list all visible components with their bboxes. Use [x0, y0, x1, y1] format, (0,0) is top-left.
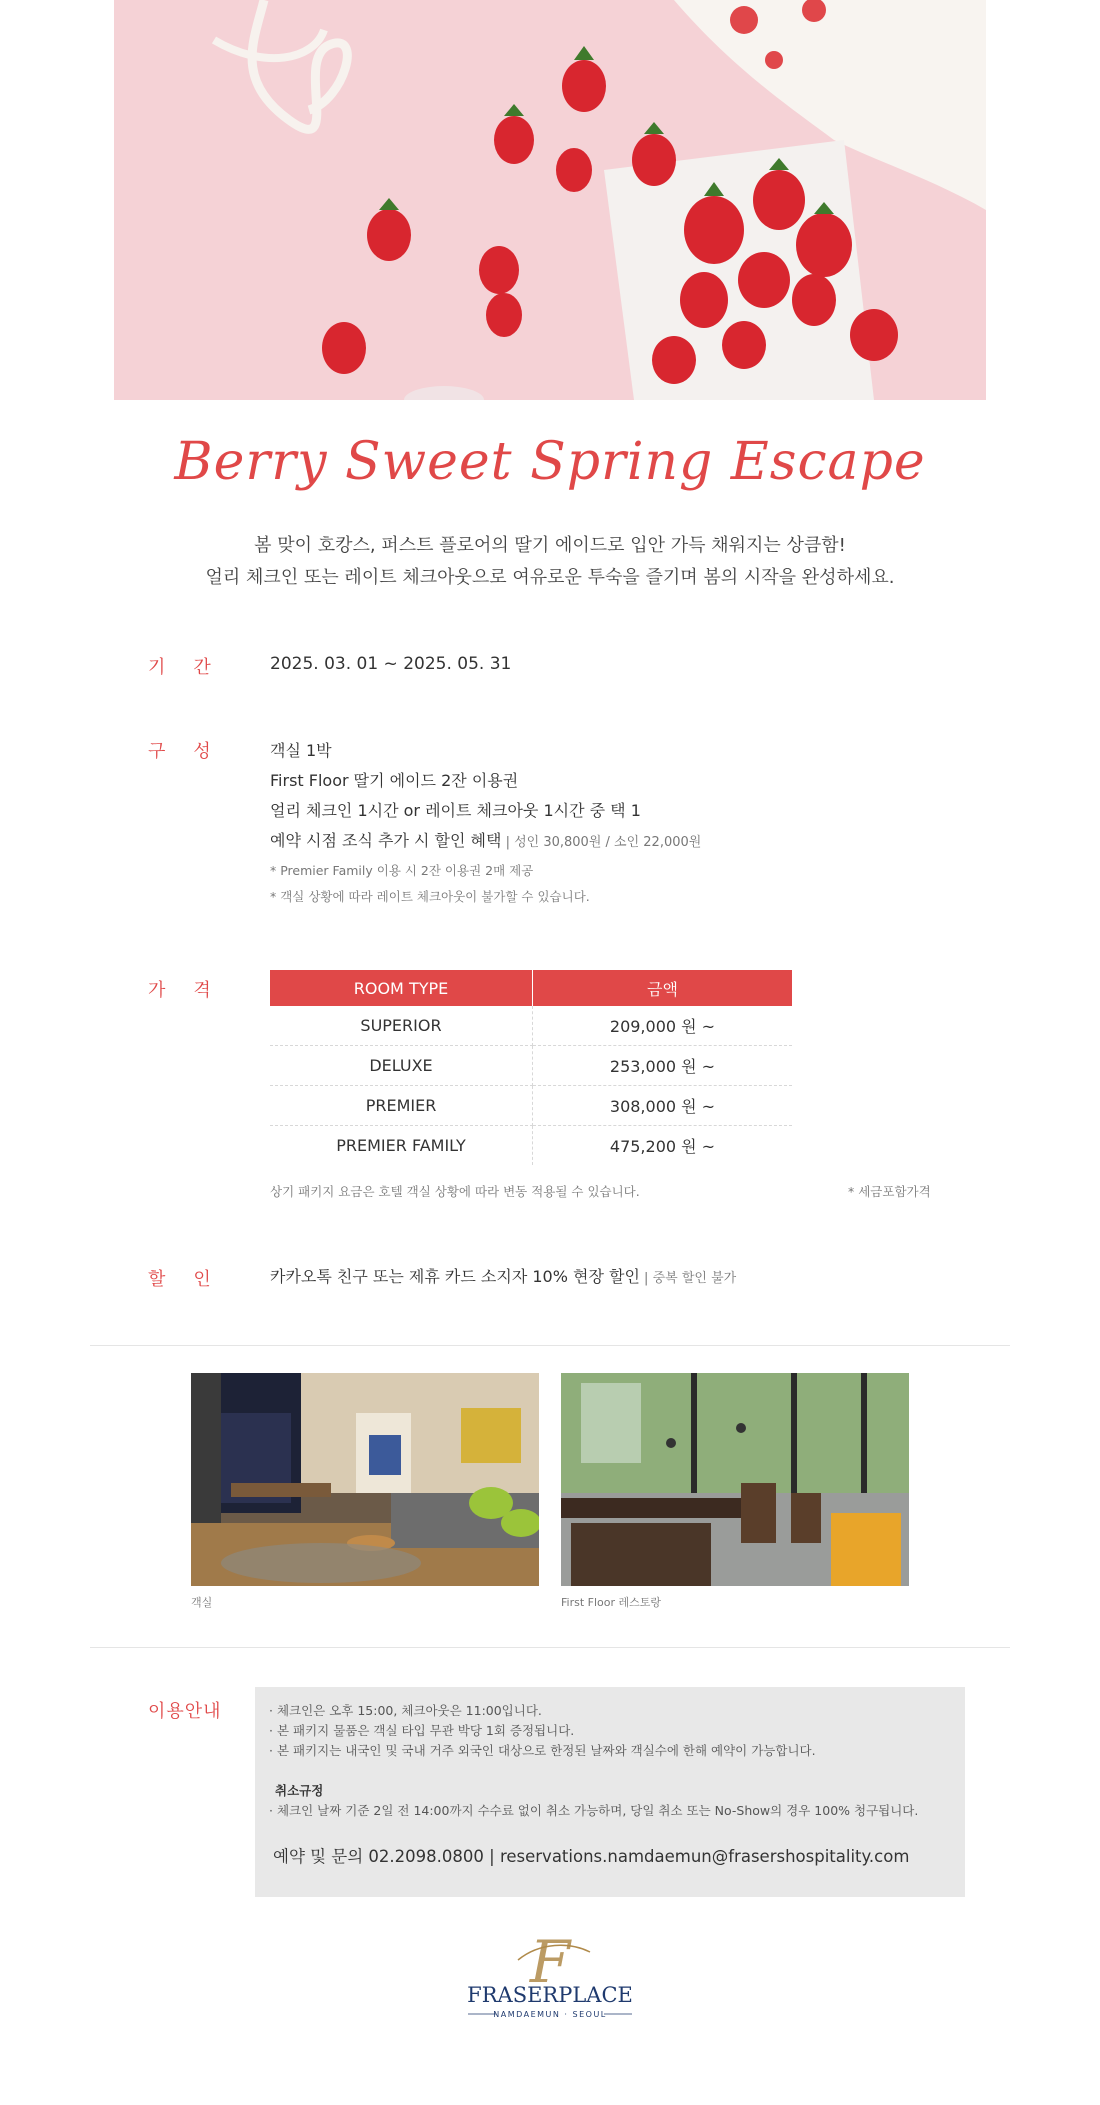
- composition-item: First Floor 딸기 에이드 2잔 이용권: [270, 771, 519, 790]
- composition-note: * 객실 상황에 따라 레이트 체크아웃이 불가할 수 있습니다.: [270, 889, 590, 904]
- table-row: [270, 1046, 792, 1086]
- composition-list: [270, 736, 990, 910]
- discount-label: 할인: [148, 1269, 239, 1290]
- composition-item: 객실 1박: [270, 741, 332, 760]
- period-label: 기간: [148, 657, 239, 678]
- table-header-row: [270, 970, 792, 1006]
- composition-note: * Premier Family 이용 시 2잔 이용권 2매 제공: [270, 863, 534, 878]
- cancel-policy-heading: 취소규정: [275, 1783, 324, 1798]
- contact-info: 예약 및 문의 02.2098.0800 | reservations.namdaemun@frasershospitality.com: [273, 1847, 910, 1866]
- info-label: 이용안내: [148, 1701, 222, 1722]
- price-label: 가격: [148, 980, 239, 1001]
- page-title: Berry Sweet Spring Escape: [174, 432, 926, 492]
- column-header-price: 금액: [533, 970, 793, 1006]
- fraser-place-logo: [460, 1930, 640, 2030]
- breakfast-price: | 성인 30,800원 / 소인 22,000원: [501, 835, 702, 850]
- price-cell: 475,200 원 ~: [609, 1137, 716, 1156]
- table-row: [270, 1126, 792, 1166]
- discount-sub: | 중복 할인 불가: [639, 1271, 737, 1286]
- hero-image: [114, 0, 986, 400]
- price-cell: 308,000 원 ~: [533, 1086, 793, 1126]
- room-photo: [191, 1373, 539, 1586]
- restaurant-photo: [561, 1373, 909, 1586]
- discount-text: [270, 1264, 736, 1287]
- room-type-cell: SUPERIOR: [270, 1006, 533, 1046]
- intro-line: 얼리 체크인 또는 레이트 체크아웃으로 여유로운 투숙을 즐기며 봄의 시작을 완성하세요.: [205, 567, 895, 588]
- price-cell: 209,000 원 ~: [533, 1006, 793, 1046]
- table-row: [270, 1006, 792, 1046]
- composition-item: 얼리 체크인 1시간 or 레이트 체크아웃 1시간 중 택 1: [270, 801, 641, 820]
- table-row: [270, 1086, 792, 1126]
- tax-note: * 세금포함가격: [848, 1184, 931, 1199]
- room-caption: 객실: [191, 1596, 213, 1609]
- composition-label: 구성: [148, 741, 239, 762]
- info-line: · 본 패키지 물품은 객실 타입 무관 박당 1회 증정됩니다.: [269, 1723, 575, 1738]
- breakfast-main: 예약 시점 조식 추가 시 할인 혜택: [270, 831, 502, 850]
- info-line: · 본 패키지는 내국인 및 국내 거주 외국인 대상으로 한정된 날짜와 객실수에 한해 예약이 가능합니다.: [269, 1743, 816, 1758]
- divider: [90, 1345, 1010, 1346]
- period-value: 2025. 03. 01 ~ 2025. 05. 31: [270, 654, 512, 674]
- info-box: [255, 1687, 965, 1897]
- logo-location: NAMDAEMUN · SEOUL: [493, 2010, 607, 2019]
- column-header-room-type: ROOM TYPE: [270, 970, 533, 1006]
- intro-text: [0, 530, 1100, 594]
- restaurant-caption: First Floor 레스토랑: [561, 1596, 662, 1609]
- intro-line: 봄 맞이 호캉스, 퍼스트 플로어의 딸기 에이드로 입안 가득 채워지는 상큼함!: [254, 535, 846, 556]
- logo-monogram: F: [529, 1930, 571, 1996]
- price-cell: 253,000 원 ~: [533, 1046, 793, 1086]
- price-note: 상기 패키지 요금은 호텔 객실 상황에 따라 변동 적용될 수 있습니다.: [270, 1184, 640, 1199]
- divider: [90, 1647, 1010, 1648]
- price-table: [270, 970, 792, 1165]
- discount-main: 카카오톡 친구 또는 제휴 카드 소지자 10% 현장 할인: [270, 1267, 640, 1286]
- cancel-policy-line: · 체크인 날짜 기준 2일 전 14:00까지 수수료 없이 취소 가능하며, 당일 취소 또는 No-Show의 경우 100% 청구됩니다.: [269, 1803, 919, 1818]
- info-line: · 체크인은 오후 15:00, 체크아웃은 11:00입니다.: [269, 1703, 542, 1718]
- logo-name: FRASERPLACE: [467, 1983, 633, 2007]
- room-type-cell: PREMIER: [270, 1086, 533, 1126]
- room-type-cell: PREMIER FAMILY: [270, 1126, 533, 1166]
- composition-item-breakfast: [270, 826, 990, 858]
- room-type-cell: DELUXE: [270, 1046, 533, 1086]
